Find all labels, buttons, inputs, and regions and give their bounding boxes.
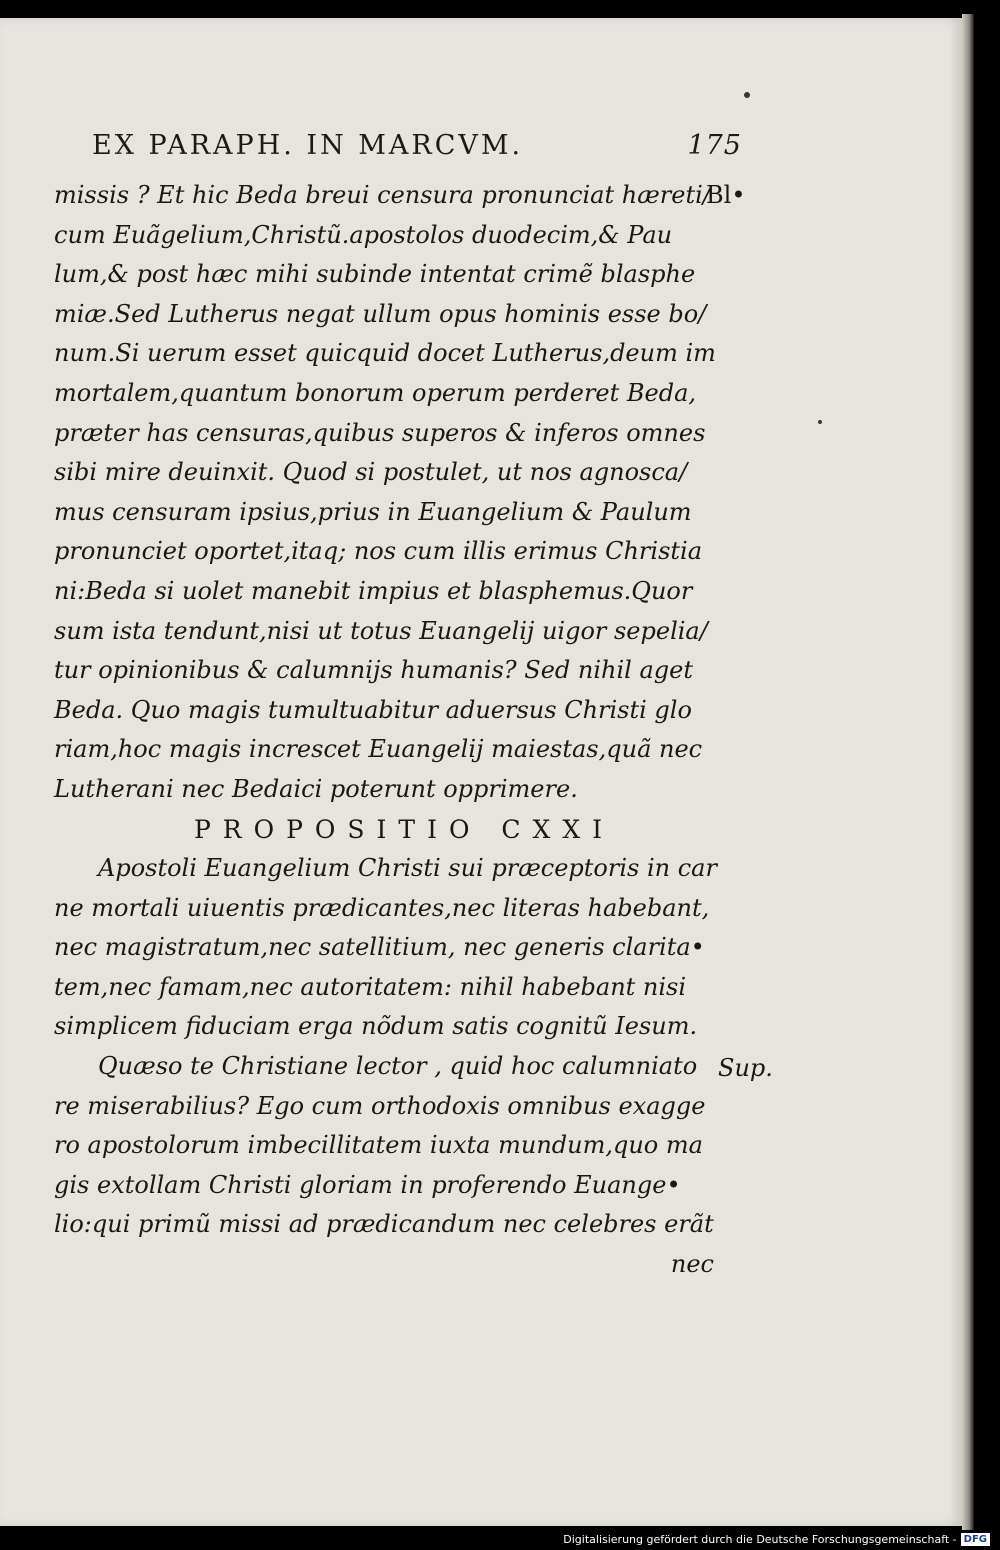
page-number: 175 bbox=[687, 130, 742, 161]
running-title: EX PARAPH. IN MARCVM. bbox=[92, 130, 524, 161]
response-line: lio:qui primũ missi ad prædicandum nec celebres erãt bbox=[54, 1210, 714, 1239]
proposition-line: tem,nec famam,nec autoritatem: nihil habebant nisi bbox=[54, 972, 687, 1001]
credit-text: Digitalisierung gefördert durch die Deutsche Forschungsgemeinschaft - bbox=[563, 1533, 957, 1546]
text-line: miæ.Sed Lutherus negat ullum opus hominis esse bo/ bbox=[54, 299, 707, 328]
text-line: missis ? Et hic Beda breui censura pronunciat hæreti/ bbox=[54, 181, 711, 209]
proposition-heading: PROPOSITIO CXXI bbox=[193, 814, 615, 844]
response-line: re miserabilius? Ego cum orthodoxis omnibus exagge bbox=[54, 1091, 706, 1120]
text-line: mus censuram ipsius,prius in Euangelium & Paulum bbox=[54, 497, 692, 526]
dfg-logo-icon: DFG bbox=[961, 1533, 990, 1546]
margin-note-sup: Sup. bbox=[718, 1054, 773, 1082]
text-line: tur opinionibus & calumnijs humanis? Sed nihil aget bbox=[54, 656, 693, 685]
text-line: Lutherani nec Bedaici poterunt opprimere. bbox=[54, 774, 578, 803]
text-line: ni:Beda si uolet manebit impius et blasphemus.Quor bbox=[54, 576, 693, 605]
response-line: ro apostolorum imbecillitatem iuxta mundum,quo ma bbox=[54, 1131, 703, 1160]
text-line: mortalem,quantum bonorum operum perderet Beda, bbox=[54, 378, 697, 407]
book-page bbox=[0, 18, 962, 1526]
text-line: cum Euãgelium,Christũ.apostolos duodecim,& Pau bbox=[54, 220, 673, 249]
text-line: sibi mire deuinxit. Quod si postulet, ut nos agnosca/ bbox=[54, 458, 688, 487]
text-line: sum ista tendunt,nisi ut totus Euangelij uigor sepelia/ bbox=[54, 616, 708, 645]
text-line: num.Si uerum esset quicquid docet Lutherus,deum im bbox=[54, 339, 716, 368]
text-line: Beda. Quo magis tumultuabitur aduersus Christi glo bbox=[54, 695, 692, 724]
text-line: lum,& post hæc mihi subinde intentat crimẽ blasphe bbox=[54, 260, 696, 289]
paper-speck bbox=[818, 420, 822, 424]
margin-note-bl: Bl• bbox=[706, 181, 746, 209]
proposition-line: simplicem fiduciam erga nõdum satis cognitũ Iesum. bbox=[54, 1012, 698, 1041]
proposition-line: nec magistratum,nec satellitium, nec generis clarita• bbox=[54, 933, 705, 962]
response-line: gis extollam Christi gloriam in proferendo Euange• bbox=[54, 1170, 681, 1199]
response-line: Quæso te Christiane lector , quid hoc calumniato bbox=[98, 1052, 698, 1081]
text-line: præter has censuras,quibus superos & inferos omnes bbox=[54, 418, 706, 447]
digitization-credit bbox=[563, 1533, 990, 1546]
page-header bbox=[92, 130, 742, 170]
paper-speck bbox=[744, 92, 750, 98]
proposition-line: ne mortali uiuentis prædicantes,nec literas habebant, bbox=[54, 893, 710, 922]
catchword: nec bbox=[670, 1250, 714, 1279]
proposition-line: Apostoli Euangelium Christi sui præceptoris in car bbox=[98, 854, 717, 883]
page-edge-shadow bbox=[962, 14, 974, 1530]
text-line: pronunciet oportet,itaq; nos cum illis erimus Christia bbox=[54, 537, 703, 566]
text-line: riam,hoc magis increscet Euangelij maiestas,quã nec bbox=[54, 735, 703, 764]
main-text bbox=[54, 176, 717, 1285]
